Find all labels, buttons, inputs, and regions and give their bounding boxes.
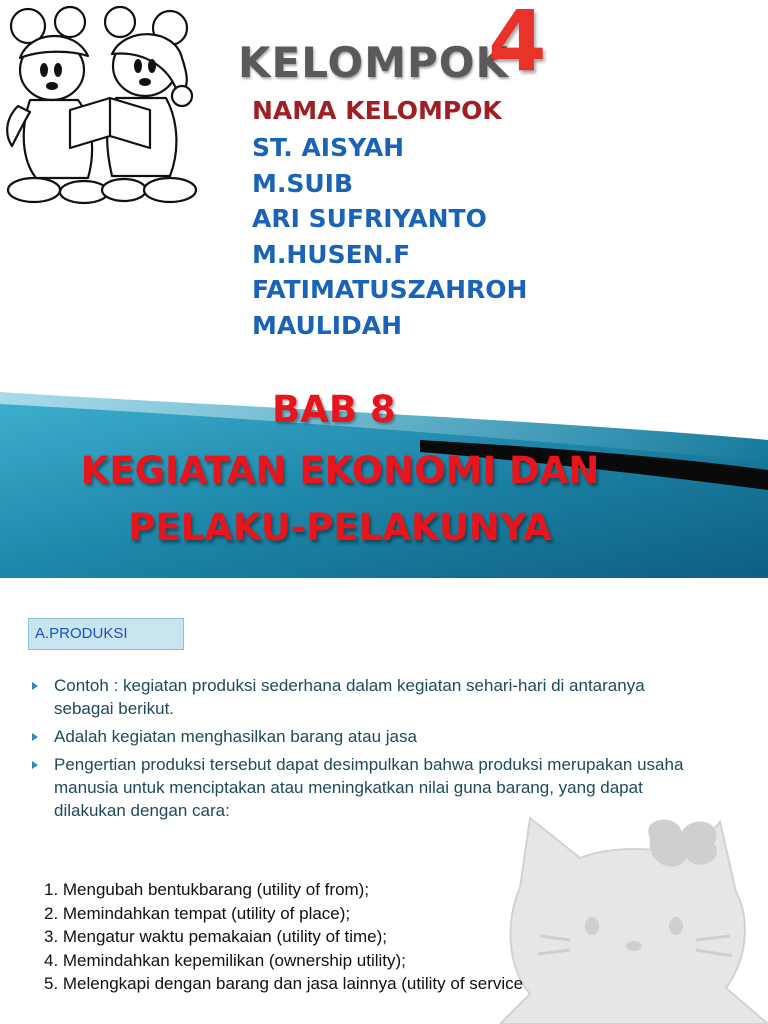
member-name: ST. AISYAH bbox=[252, 133, 405, 162]
chapter-number: BAB 8 bbox=[272, 388, 396, 431]
numbered-item: 3. Mengatur waktu pemakaian (utility of time); bbox=[44, 927, 387, 946]
section-label-box: A.PRODUKSI bbox=[28, 618, 184, 650]
mickey-minnie-illustration bbox=[0, 0, 210, 210]
group-number: 4 bbox=[488, 0, 547, 90]
member-name: M.HUSEN.F bbox=[252, 239, 411, 269]
chapter-title bbox=[0, 442, 680, 556]
member-name: ARI SUFRIYANTO bbox=[252, 204, 487, 233]
chapter-title-line-1: KEGIATAN EKONOMI DAN bbox=[80, 449, 600, 492]
bullet-text: Adalah kegiatan menghasilkan barang atau jasa bbox=[54, 727, 417, 746]
bullet-text: Contoh : kegiatan produksi sederhana dalam kegiatan sehari-hari di antaranya sebagai berikut. bbox=[54, 676, 645, 718]
chapter-title-line-2: PELAKU-PELAKUNYA bbox=[128, 506, 552, 549]
bullet-item bbox=[30, 674, 690, 720]
triangle-bullet-icon bbox=[32, 733, 38, 741]
numbered-item: 1. Mengubah bentukbarang (utility of from); bbox=[44, 880, 370, 899]
group-title: KELOMPOK bbox=[238, 38, 510, 87]
slide-produksi bbox=[0, 578, 768, 1024]
numbered-item: 5. Melengkapi dengan barang dan jasa lainnya (utility of service bbox=[44, 974, 524, 993]
triangle-bullet-icon bbox=[32, 682, 38, 690]
bullet-item bbox=[30, 753, 690, 822]
bullet-item bbox=[30, 725, 690, 748]
member-list bbox=[252, 132, 527, 345]
numbered-list bbox=[44, 878, 684, 996]
name-heading: NAMA KELOMPOK bbox=[252, 96, 502, 125]
triangle-bullet-icon bbox=[32, 761, 38, 769]
bullet-list bbox=[30, 674, 690, 827]
bullet-text: Pengertian produksi tersebut dapat desimpulkan bahwa produksi merupakan usaha manusia untuk menciptakan atau meningkatkan nilai guna barang, yang dapat dilakukan dengan cara: bbox=[54, 755, 684, 820]
member-name: M.SUIB bbox=[252, 168, 354, 198]
member-name: MAULIDAH bbox=[252, 310, 403, 340]
numbered-item: 2. Memindahkan tempat (utility of place); bbox=[44, 903, 351, 923]
numbered-item: 4. Memindahkan kepemilikan (ownership utility); bbox=[44, 950, 406, 970]
member-name: FATIMATUSZAHROH bbox=[252, 275, 528, 304]
